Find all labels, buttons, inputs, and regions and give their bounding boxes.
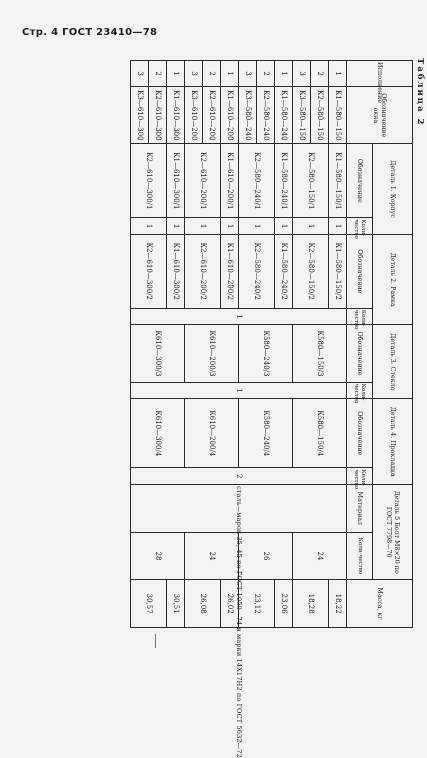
cell-oven: К1—580—240 — [275, 87, 293, 144]
cell-d1q: 1 — [239, 218, 275, 235]
cell-d2: К1—610—300/2 — [167, 234, 185, 308]
table-row — [167, 61, 185, 628]
cell-oven: К1—610—300 — [167, 87, 185, 144]
cell-d3: К610—200/3 — [185, 325, 239, 382]
cell-exec: 3 — [185, 61, 203, 87]
header-detail1: Деталь 1. Корпус — [373, 144, 413, 235]
cell-d3: К580—240/3 — [239, 325, 293, 382]
cell-d4: К580—150/4 — [293, 399, 347, 468]
cell-d1: К1—610—200/1 — [221, 144, 239, 218]
cell-mass: 18,28 — [293, 580, 329, 628]
cell-exec: 2 — [149, 61, 167, 87]
cell-mass: 23,12 — [239, 580, 275, 628]
header-oven: Обозначение окна — [347, 87, 413, 144]
cell-oven: К3—610—300 — [131, 87, 149, 144]
header-detail2: Деталь 2. Рамка — [373, 234, 413, 325]
crop-mark — [155, 634, 156, 648]
page-header: Стр. 4 ГОСТ 23410—78 — [22, 27, 158, 38]
cell-frame-qty: 1 — [131, 308, 347, 325]
cell-d1q: 1 — [131, 218, 167, 235]
cell-exec: 3 — [293, 61, 311, 87]
cell-d4: К610—300/4 — [131, 399, 185, 468]
header-d2-designation: Обозначение — [347, 234, 373, 308]
cell-d1: К1—580—150/1 — [329, 144, 347, 218]
cell-d2: К2—610—200/2 — [185, 234, 221, 308]
header-mass: Масса, кг — [347, 580, 413, 628]
header-d4-designation: Обозначение — [347, 399, 373, 468]
table-title: Таблица 2 — [415, 58, 425, 127]
cell-mass: 23,06 — [275, 580, 293, 628]
cell-d1: К1—580—240/1 — [275, 144, 293, 218]
cell-d5q: 24 — [293, 532, 347, 580]
header-d1-designation: Обозначение — [347, 144, 373, 218]
cell-mass: 18,22 — [329, 580, 347, 628]
cell-oven: К3—580—150 — [293, 87, 311, 144]
header-d3-qty: Коли-чество — [347, 382, 373, 399]
cell-d4: К610—200/4 — [185, 399, 239, 468]
cell-d2: К1—580—240/2 — [275, 234, 293, 308]
cell-exec: 1 — [275, 61, 293, 87]
cell-glass-qty: 1 — [131, 382, 347, 399]
cell-mass: 26,02 — [221, 580, 239, 628]
header-d5-qty: Коли-чество — [347, 532, 373, 580]
header-detail4: Деталь 4. Прокладка — [373, 399, 413, 485]
cell-d1: К2—580—150/1 — [293, 144, 329, 218]
cell-oven: К2—580—240 — [257, 87, 275, 144]
cell-oven: К3—580—240 — [239, 87, 257, 144]
cell-d5q: 24 — [185, 532, 239, 580]
cell-oven: К1—580—150 — [329, 87, 347, 144]
cell-gasket-qty: 2 — [131, 468, 347, 485]
cell-d1q: 1 — [275, 218, 293, 235]
cell-d2: К2—610—300/2 — [131, 234, 167, 308]
table-row — [275, 61, 293, 628]
cell-mass: 26,08 — [185, 580, 221, 628]
cell-d2: К1—610—200/2 — [221, 234, 239, 308]
cell-exec: 2 — [203, 61, 221, 87]
cell-d1q: 1 — [185, 218, 221, 235]
cell-d2: К2—580—150/2 — [293, 234, 329, 308]
cell-mass: 30,57 — [131, 580, 167, 628]
header-d3-designation: Обозначение — [347, 325, 373, 382]
cell-oven: К2—610—300 — [149, 87, 167, 144]
cell-d3: К610—300/3 — [131, 325, 185, 382]
cell-oven: К2—580—150 — [311, 87, 329, 144]
cell-d1q: 1 — [167, 218, 185, 235]
cell-exec: 1 — [167, 61, 185, 87]
cell-d1: К2—610—200/1 — [185, 144, 221, 218]
cell-exec: 3 — [239, 61, 257, 87]
table-row — [329, 61, 347, 628]
cell-oven: К1—610—200 — [221, 87, 239, 144]
header-detail5: Деталь 5 Болт М8×20 по ГОСТ 7798—70 — [373, 485, 413, 580]
cell-d1: К1—610—300/1 — [167, 144, 185, 218]
cell-d1q: 1 — [221, 218, 239, 235]
cell-oven: К2—610—200 — [203, 87, 221, 144]
cell-exec: 2 — [311, 61, 329, 87]
cell-exec: 1 — [221, 61, 239, 87]
cell-exec: 1 — [329, 61, 347, 87]
header-d4-qty: Коли-чество — [347, 468, 373, 485]
header-detail3: Деталь 3. Стекло — [373, 325, 413, 399]
cell-d4: К580—240/4 — [239, 399, 293, 468]
cell-oven: К3—610—200 — [185, 87, 203, 144]
cell-d1q: 1 — [293, 218, 329, 235]
cell-d2: К1—580—150/2 — [329, 234, 347, 308]
header-d5-material: Материал — [347, 485, 373, 533]
cell-exec: 3 — [131, 61, 149, 87]
cell-d5q: 28 — [131, 532, 185, 580]
header-d1-qty: Коли-чество — [347, 218, 373, 235]
cell-d2: К2—580—240/2 — [239, 234, 275, 308]
specification-table — [130, 60, 413, 758]
header-execution: Исполнение — [347, 61, 413, 87]
cell-mass: 30,51 — [167, 580, 185, 628]
header-d2-qty: Коли-чество — [347, 308, 373, 325]
cell-d1: К2—610—300/1 — [131, 144, 167, 218]
cell-d5q: 26 — [239, 532, 293, 580]
cell-d1: К2—580—240/1 — [239, 144, 275, 218]
cell-exec: 2 — [257, 61, 275, 87]
cell-d3: К580—150/3 — [293, 325, 347, 382]
rotated-table-area — [11, 58, 425, 758]
cell-d1q: 1 — [329, 218, 347, 235]
cell-material-note: сталь—марок 35, 45 по ГОСТ 1050—74 и марки 14Х17Н2 по ГОСТ 5632—72 — [131, 485, 347, 533]
